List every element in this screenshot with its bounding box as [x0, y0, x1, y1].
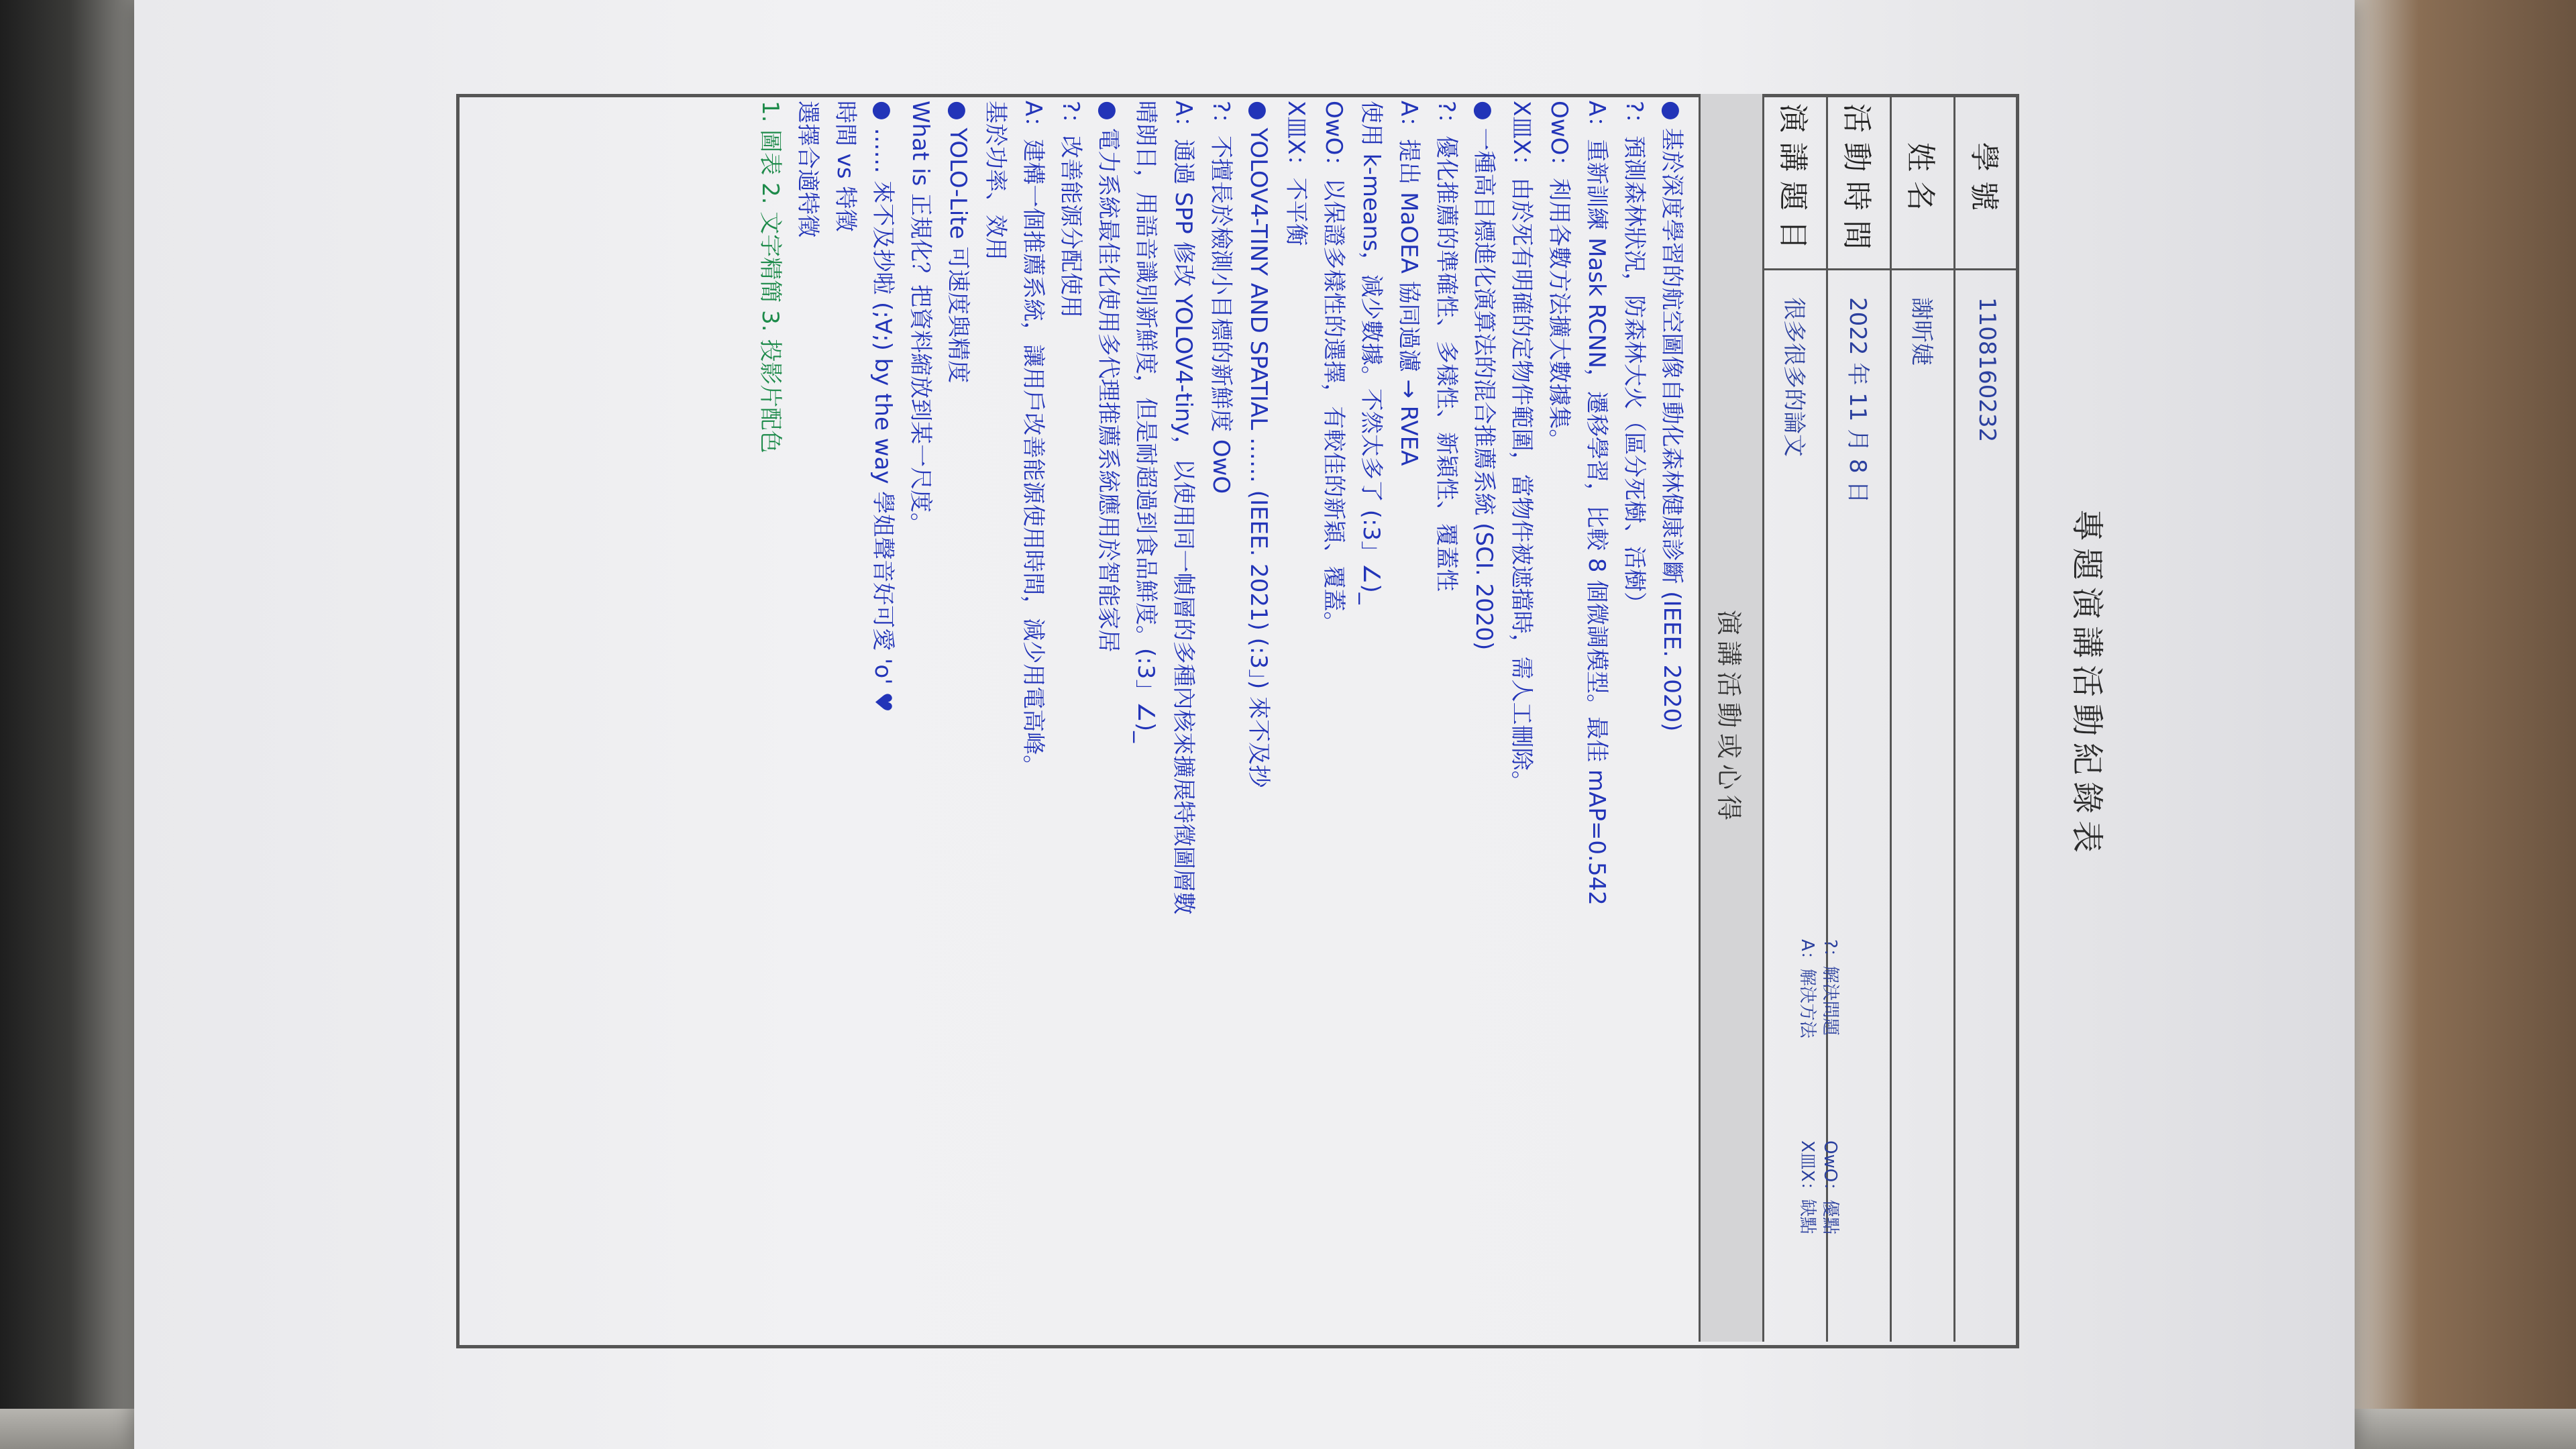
- legend-question-answer: [1796, 939, 1841, 1038]
- record-form: [396, 13, 2314, 1355]
- note-line: A：通過 SPP 修改 YOLOV4-tiny，以使用同一幀層的多種內核來擴展特徵圖層數: [1170, 101, 1197, 915]
- note-line: ?：優化推薦的準確性、多樣性、新穎性、覆蓋性: [1433, 101, 1460, 592]
- note-line: ?：不擅長於檢測小目標的新鮮度 OwO: [1208, 101, 1234, 494]
- field-value-student-id: 1108160232: [1974, 297, 2001, 443]
- legend-answer: A：解決方法: [1797, 939, 1817, 1038]
- note-line: A：提出 MaOEA 協同過濾 → RVEA: [1395, 101, 1422, 466]
- field-value-talk-title: 很多很多的論文: [1780, 297, 1807, 457]
- field-value-name: 謝昕婕: [1908, 297, 1935, 366]
- handwritten-notes: [751, 101, 1690, 1348]
- paper-sheet: [134, 0, 2355, 1449]
- legend-pros-cons: [1796, 1140, 1841, 1234]
- note-line: A：重新訓練 Mask RCNN，遷移學習，比較 8 個微調模型。最佳 mAP=0.542: [1583, 101, 1610, 906]
- note-line: ?：改善能源分配使用: [1057, 101, 1084, 319]
- legend-pro: OwO：優點: [1820, 1140, 1840, 1235]
- note-line: 使用 k-means，減少數據。不然太多了 (:3」∠)_: [1358, 101, 1385, 604]
- section-title-band: 演講活動或心得: [1699, 94, 1762, 1342]
- field-label-name: 姓名: [1892, 94, 1955, 270]
- field-label-talk-title: 演講題目: [1764, 94, 1828, 270]
- note-line: 時間 vs 特徵: [832, 101, 859, 232]
- note-line: OwO：以保證多樣性的選擇，有較佳的新穎、覆蓋。: [1320, 101, 1347, 635]
- field-label-student-id: 學號: [1955, 94, 2019, 270]
- field-label-activity-time: 活動時間: [1828, 94, 1892, 270]
- field-value-activity-time: 2022 年 11 月 8 日: [1844, 297, 1871, 504]
- note-line: A：建構一個推薦系統，讓用戶改善能源使用時間，減少用電高峰。: [1020, 101, 1046, 778]
- note-line: X皿X：不平衡: [1283, 101, 1309, 246]
- note-line: ● …… 來不及抄啦 (;∀;) by the way 學姐聲音好可愛 'o' ♥: [869, 101, 896, 712]
- note-line: ● YOLO-Lite 可速度與精度: [945, 101, 971, 384]
- note-line: OwO：利用各數方法擴大數據集。: [1546, 101, 1572, 452]
- desk-background-right: [2334, 0, 2576, 1449]
- note-line: ● 基於深度學習的航空圖像自動化森林健康診斷 (IEEE. 2020): [1658, 101, 1685, 732]
- note-line: 基於功率、效用: [982, 101, 1009, 260]
- note-line: ● 一種高目標進化演算法的混合推薦系統 (SCI. 2020): [1470, 101, 1497, 651]
- note-line: 選擇合適特徵: [794, 101, 821, 237]
- field-student-id: [1953, 94, 2019, 1342]
- note-line: ?：預測森林狀況，防森林大火（區分死樹、活樹）: [1621, 101, 1648, 615]
- note-line-green: 1. 圖表 2. 文字精簡 3. 投影片配色: [757, 101, 784, 453]
- form-title: 專題演講活動紀錄表: [2068, 508, 2106, 859]
- note-line: X皿X：由於死有明確的定物件範圍，當物件被遮擋時，需人工刪除。: [1508, 101, 1535, 794]
- field-name: [1890, 94, 1955, 1342]
- note-line: What is 正規化？把資料縮放到某一尺度。: [907, 101, 934, 536]
- note-line: ● YOLOV4-TINY AND SPATIAL …… (IEEE. 2021) (:3」) 來不及抄: [1245, 101, 1272, 788]
- legend-con: X皿X：缺點: [1797, 1140, 1817, 1234]
- note-line: 晴朗日，用語音識別新鮮度，但是耐超過到食品鮮度。(:3」∠)_: [1132, 101, 1159, 743]
- legend-question: ?：解決問題: [1820, 939, 1840, 1036]
- note-line: ● 電力系統最佳化使用多代理推薦系統應用於智能家居: [1095, 101, 1122, 653]
